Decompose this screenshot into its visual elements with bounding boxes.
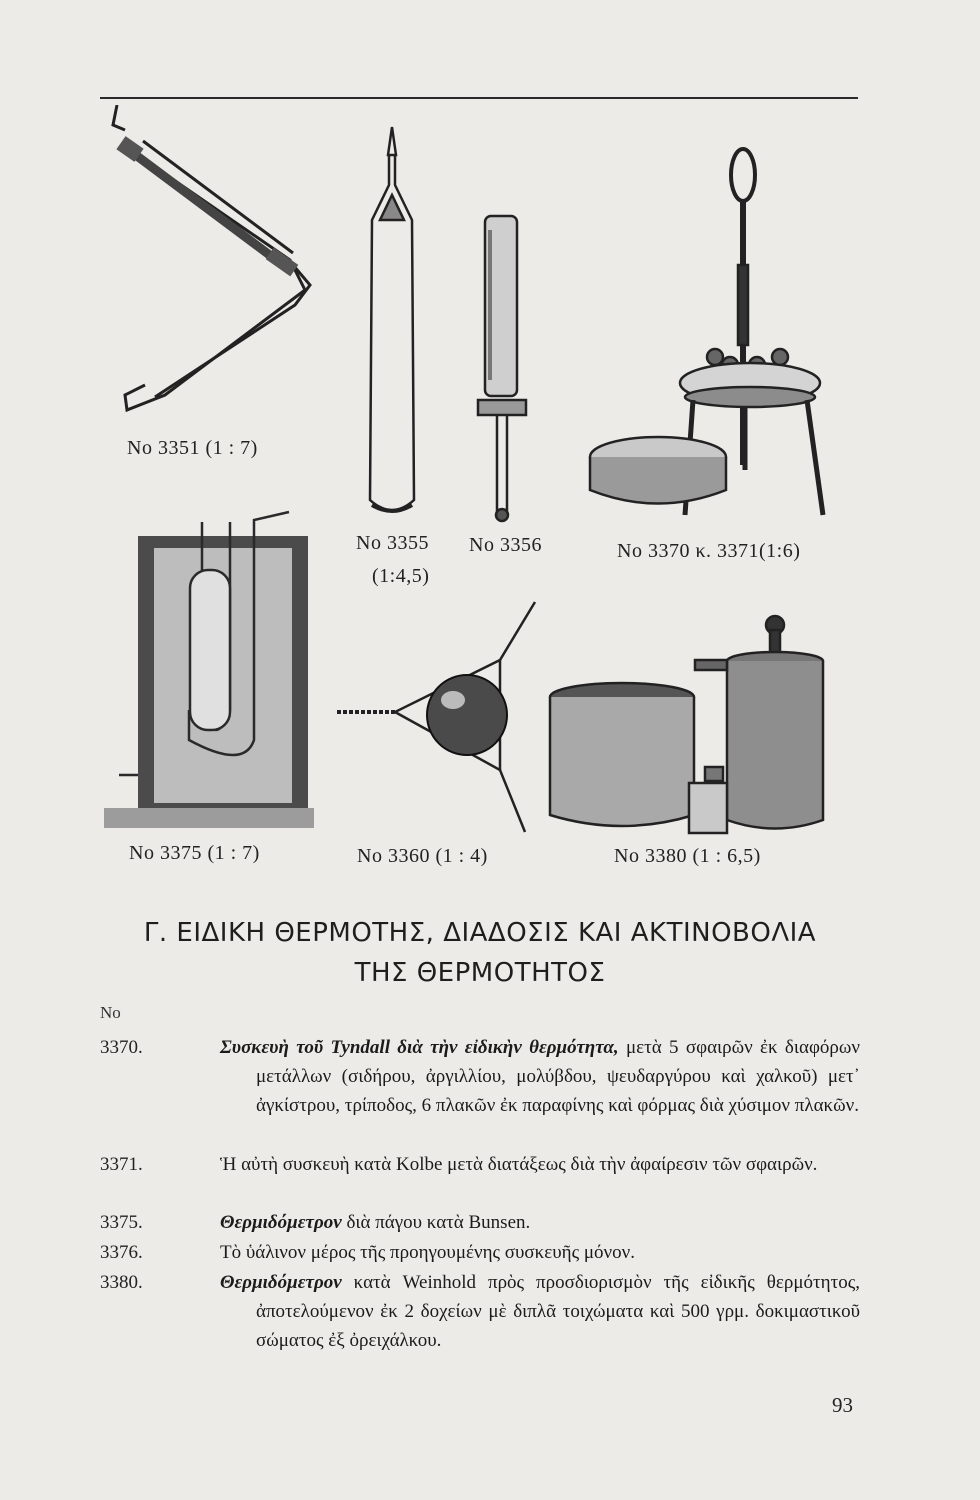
entry-title: Θερμιδόμετρον [220,1212,342,1233]
vessel-3355-illustration [362,125,422,520]
entry-title: Θερμιδόμετρον [220,1272,342,1293]
figure-caption-3375: No 3375 (1 : 7) [129,842,260,864]
figure-caption-3370: No 3370 κ. 3371(1:6) [617,540,801,562]
entry-text: διὰ πάγου κατὰ Bunsen. [341,1212,531,1233]
top-rule [100,97,858,99]
catalog-entry [100,1033,860,1120]
entry-number: 3370. [100,1037,143,1058]
apparatus-3351-illustration [105,105,320,435]
figure-caption-3351: No 3351 (1 : 7) [127,437,258,459]
entry-text: Τὸ ὑάλινον μέρος τῆς προηγουμένης συσκευῆς μόνον. [220,1242,635,1263]
entry-text: μετὰ 5 σφαιρῶν ἐκ διαφόρων μετάλλων (σιδήρου, ἀργιλλίου, μολύβδου, ψευδαργύρου καὶ χαλκοῦ) μετ᾽ ἀγκίστρου, τρίποδος, 6 πλακῶν ἐκ παραφίνης καὶ φόρμας διὰ χύσιμον πλακῶν. [256,1037,860,1116]
sphere-3360-illustration [335,600,540,835]
entry-number: 3380. [100,1272,143,1293]
figure-caption-3380: No 3380 (1 : 6,5) [614,845,761,867]
entry-text: κατὰ Weinhold πρὸς προσδιορισμὸν τῆς εἰδικῆς θερμότητος, ἀποτελούμενον ἐκ 2 δοχείων μὲ διπλᾶ τοιχώματα καὶ 500 γρμ. δοκιμαστικοῦ σώματος ἐξ ὀρειχάλκου. [256,1272,860,1351]
tube-3356-illustration [470,210,535,525]
catalog-entry [100,1208,860,1237]
calorimeter-3375-illustration [104,510,316,830]
entry-number: 3371. [100,1154,143,1175]
entry-text: Ἡ αὐτὴ συσκευὴ κατὰ Kolbe μετὰ διατάξεως διὰ τὴν ἀφαίρεσιν τῶν σφαιρῶν. [220,1154,818,1175]
section-heading-line1: Γ. ΕΙΔΙΚΗ ΘΕΡΜΟΤΗΣ, ΔΙΑΔΟΣΙΣ ΚΑΙ ΑΚΤΙΝΟΒΟΛΙΑ [143,918,817,948]
entry-number: 3376. [100,1242,143,1263]
catalog-entry [100,1150,860,1179]
figure-caption-3355-line2: (1:4,5) [372,565,430,587]
tripod-3370-illustration [585,145,860,525]
calorimeter-3380-illustration [545,605,835,840]
number-column-label: No [100,1003,121,1022]
entry-number: 3375. [100,1212,143,1233]
entry-title: Συσκευὴ τοῦ Tyndall διὰ τὴν εἰδικὴν θερμότητα, [220,1037,619,1058]
page-number: 93 [832,1393,853,1417]
catalog-entry [100,1268,860,1355]
figure-caption-3355-line1: No 3355 [356,532,429,554]
figure-caption-3360: No 3360 (1 : 4) [357,845,488,867]
catalog-entry [100,1238,860,1267]
section-heading-line2: ΤΗΣ ΘΕΡΜΟΤΗΤΟΣ [354,958,606,988]
figure-caption-3356: No 3356 [469,534,542,556]
